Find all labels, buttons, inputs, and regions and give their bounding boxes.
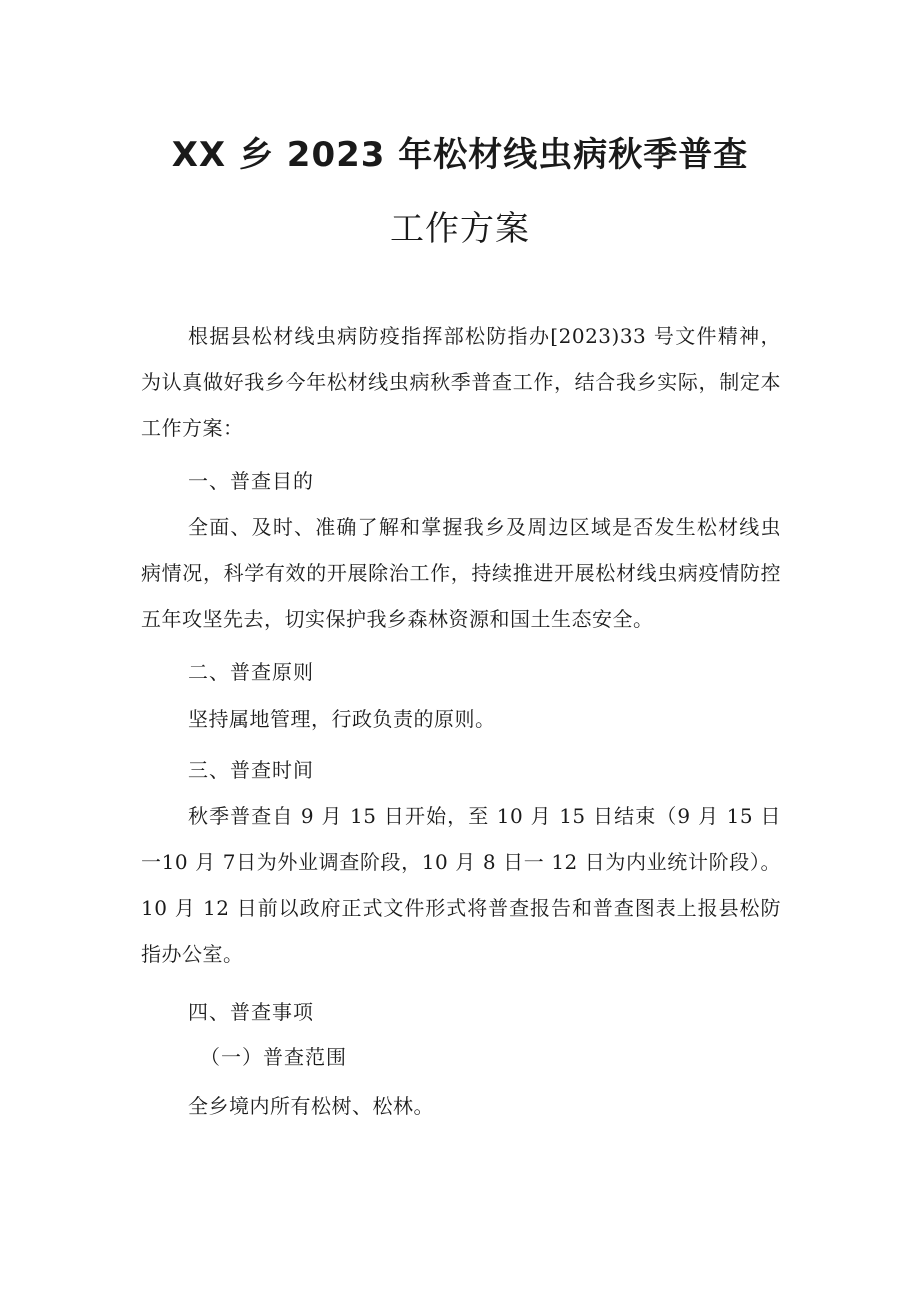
- subsection-heading-scope: （一）普查范围: [200, 1045, 347, 1069]
- section-body-time: 秋季普查自 9 月 15 日开始，至 10 月 15 日结束（9 月 15 日一10 月 7日为外业调查阶段，10 月 8 日一 12 日为内业统计阶段）。10 月 12 日前以政府正式文件形式将普查报告和普查图表上报县松防指办公室。: [141, 804, 781, 966]
- document-title-line1: XX 乡 2023 年松材线虫病秋季普查: [171, 135, 749, 175]
- section-heading-time: 三、普查时间: [188, 758, 314, 782]
- intro-paragraph: 根据县松材线虫病防疫指挥部松防指办[2023)33 号文件精神，为认真做好我乡今年松材线虫病秋季普查工作，结合我乡实际，制定本工作方案：: [141, 324, 781, 440]
- section-body-principle: 坚持属地管理，行政负责的原则。: [188, 707, 496, 731]
- section-heading-purpose: 一、普查目的: [188, 469, 314, 493]
- section-heading-items: 四、普查事项: [188, 1000, 314, 1024]
- section-heading-principle: 二、普查原则: [188, 660, 314, 684]
- subsection-body-scope: 全乡境内所有松树、松林。: [188, 1094, 434, 1118]
- section-body-purpose: 全面、及时、准确了解和掌握我乡及周边区域是否发生松材线虫病情况，科学有效的开展除治工作，持续推进开展松材线虫病疫情防控五年攻坚先去，切实保护我乡森林资源和国土生态安全。: [141, 515, 781, 631]
- document-title-line2: 工作方案: [390, 209, 530, 249]
